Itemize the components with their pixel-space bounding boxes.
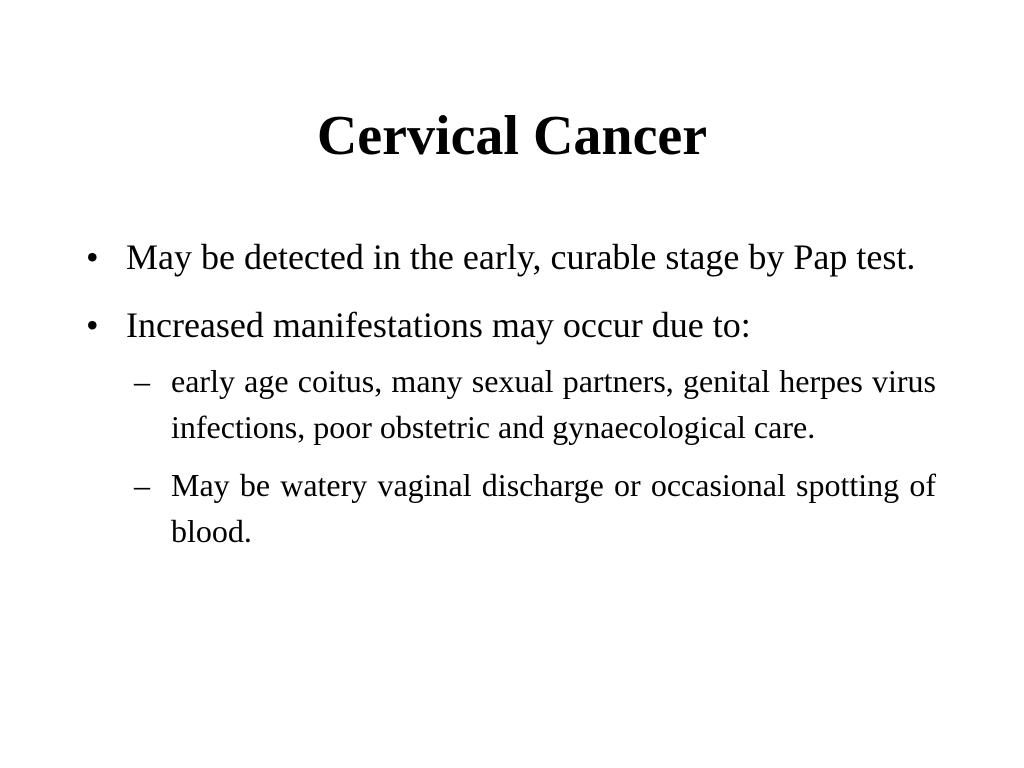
bullet-marker: •: [86, 305, 99, 345]
sub-bullet-marker: –: [134, 363, 150, 399]
sub-bullet-text: May be watery vaginal discharge or occasional spotting of blood.: [171, 467, 936, 549]
slide-body: [86, 232, 936, 566]
sub-bullet-item: [134, 358, 936, 450]
slide-title: Cervical Cancer: [316, 105, 708, 167]
bullet-marker: •: [86, 237, 99, 277]
sub-bullet-text: early age coitus, many sexual partners, genital herpes virus infections, poor obstetric and gynaecological care.: [171, 363, 936, 445]
sub-bullet-item: [134, 462, 936, 554]
sub-bullet-list: [134, 358, 936, 554]
bullet-text: May be detected in the early, curable stage by Pap test.: [126, 237, 916, 277]
bullet-text: Increased manifestations may occur due to:: [126, 305, 751, 345]
bullet-item: [86, 232, 936, 282]
sub-bullet-marker: –: [134, 467, 150, 503]
bullet-item: [86, 300, 936, 350]
